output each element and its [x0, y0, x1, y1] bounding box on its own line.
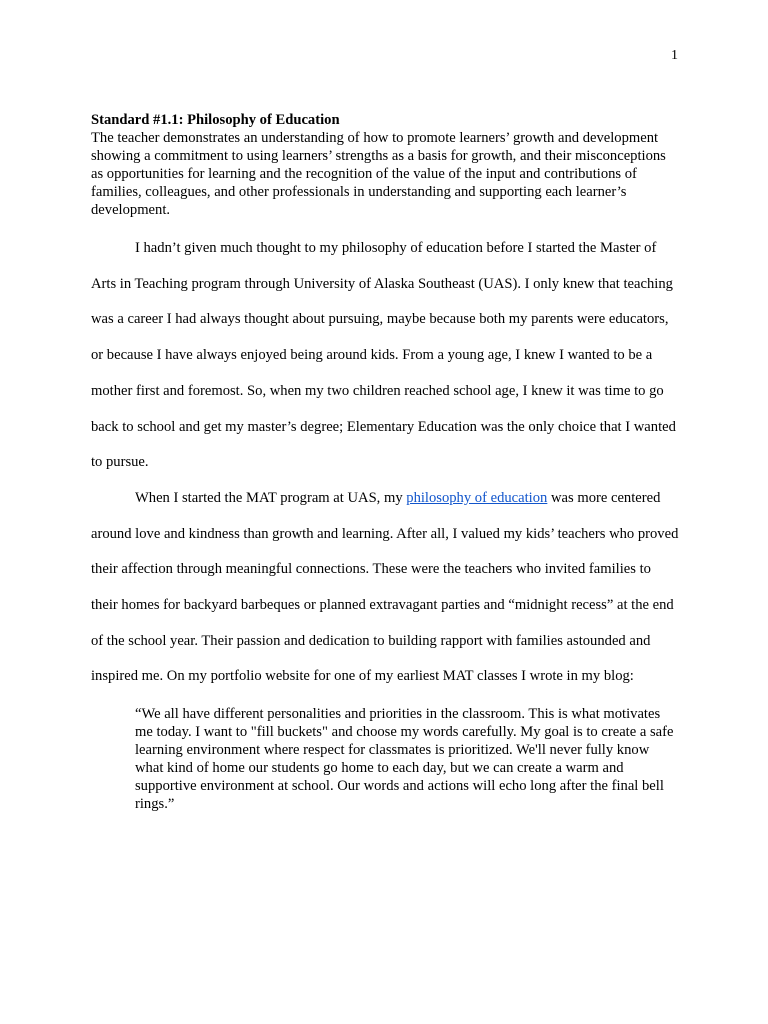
blog-quote: “We all have different personalities and priorities in the classroom. This is what motivates me today. I want to "fill buckets" and choose my words carefully. My goal is to create a safe learning environment where respect for classmates is prioritized. We'll never fully know what kind of home our students go home to each day, but we can create a warm and supportive environment at school. Our words and actions will echo long after the final bell rings.” [135, 706, 674, 813]
philosophy-of-education-link[interactable]: philosophy of education [406, 489, 548, 506]
document-body [91, 111, 681, 813]
paragraph-2-before-link: When I started the MAT program at UAS, my [135, 489, 407, 506]
standard-title: Standard #1.1: Philosophy of Education [91, 112, 340, 128]
page-number: 1 [671, 48, 678, 63]
standard-block [91, 111, 681, 219]
standard-description: The teacher demonstrates an understanding of how to promote learners’ growth and development showing a commitment to using learners’ strengths as a basis for growth, and their misconceptions as opportunities for learning and the recognition of the value of the input and contributions of families, colleagues, and other professionals in understanding and supporting each learner’s development. [91, 130, 666, 218]
paragraph-2 [91, 481, 681, 695]
paragraph-1: I hadn’t given much thought to my philosophy of education before I started the Master of Arts in Teaching program through University of Alaska Southeast (UAS). I only knew that teaching was a career I had always thought about pursuing, maybe because both my parents were educators, or because I have always enjoyed being around kids. From a young age, I knew I wanted to be a mother first and foremost. So, when my two children reached school age, I knew it was time to go back to school and get my master’s degree; Elementary Education was the only choice that I wanted to pursue. [91, 240, 676, 471]
paragraph-2-after-link: was more centered around love and kindness than growth and learning. After all, I valued my kids’ teachers who proved their affection through meaningful connections. These were the teachers who invited families to their homes for backyard barbeques or planned extravagant parties and “midnight recess” at the end of the school year. Their passion and dedication to building rapport with families astounded and inspired me. On my portfolio website for one of my earliest MAT classes I wrote in my blog: [91, 489, 679, 685]
